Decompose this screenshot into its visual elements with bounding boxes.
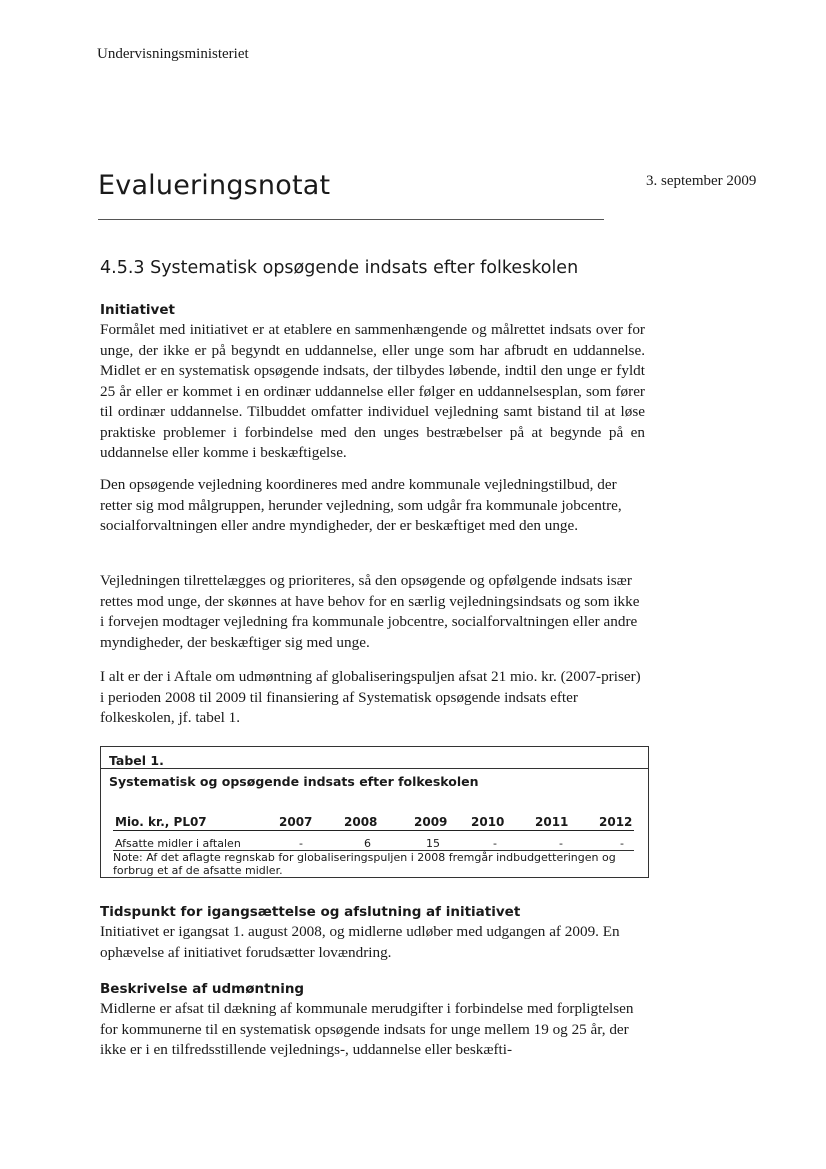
table-cell-2007: - <box>299 837 303 850</box>
table-header-unit: Mio. kr., PL07 <box>115 815 207 829</box>
table-title: Systematisk og opsøgende indsats efter folkeskolen <box>109 774 479 789</box>
initiative-section <box>100 301 645 464</box>
implementation-paragraph: Midlerne er afsat til dækning af kommunale merudgifter i forbindelse med forpligtelsen for kommunerne til en systematisk opsøgende indsats for unge mellem 19 og 25 år, der ikke er i en tilfredsstillende vejlednings-, uddannelse eller beskæfti- <box>100 1000 634 1058</box>
table-header-2007: 2007 <box>279 815 313 829</box>
table-header-2011: 2011 <box>535 815 569 829</box>
table-header-divider <box>113 830 634 831</box>
table-header-2009: 2009 <box>414 815 448 829</box>
budget-table <box>100 746 649 878</box>
table-cell-2012: - <box>620 837 624 850</box>
initiative-paragraph-4-wrap <box>100 667 645 729</box>
document-title: Evalueringsnotat <box>98 170 331 201</box>
table-note: Note: Af det aflagte regnskab for globaliseringspuljen i 2008 fremgår indbudgetteringen og forbrug et af de afsatte midler. <box>113 851 616 877</box>
implementation-section <box>100 980 645 1061</box>
implementation-heading: Beskrivelse af udmøntning <box>100 981 305 997</box>
timing-heading: Tidspunkt for igangsættelse og afslutning af initiativet <box>100 904 521 920</box>
ministry-name: Undervisningsministeriet <box>97 46 249 62</box>
initiative-heading: Initiativet <box>100 302 175 318</box>
initiative-paragraph-4: I alt er der i Aftale om udmøntning af globaliseringspuljen afsat 21 mio. kr. (2007-priser) i perioden 2008 til 2009 til finansiering af Systematisk opsøgende indsats efter folkeskolen, jf. tabel 1. <box>100 668 641 726</box>
table-row-label: Afsatte midler i aftalen <box>115 837 241 850</box>
initiative-paragraph-3-wrap <box>100 571 645 653</box>
document-date: 3. september 2009 <box>646 173 757 189</box>
table-cell-2009: 15 <box>426 837 440 850</box>
timing-section <box>100 903 645 963</box>
title-divider <box>98 219 604 220</box>
table-header-2010: 2010 <box>471 815 505 829</box>
initiative-paragraph-1: Formålet med initiativet er at etablere en sammenhængende og målrettet indsats over for unge, der ikke er på begyndt en uddannelse, eller unge som har afbrudt en uddannelse. Midlet er en systematisk opsøgende indsats, der tilbydes løbende, indtil den unge er fyldt 25 år eller er kommet i en ordinær uddannelse eller følger en uddannelsesplan, som fører til ordinær uddannelse. Tilbuddet omfatter individuel vejledning samt bistand til at løse praktiske problemer i forbindelse med den unges bestræbelser på at begynde på en uddannelse eller komme i beskæftigelse. <box>100 321 645 461</box>
table-cell-2008: 6 <box>364 837 371 850</box>
table-header-2012: 2012 <box>599 815 633 829</box>
table-header-2008: 2008 <box>344 815 378 829</box>
initiative-paragraph-2: Den opsøgende vejledning koordineres med andre kommunale vejledningstilbud, der retter sig mod målgruppen, herunder vejledning, som udgår fra kommunale jobcentre, socialforvaltningen eller andre myndigheder, der er beskæftiget med den unge. <box>100 476 622 534</box>
timing-paragraph: Initiativet er igangsat 1. august 2008, og midlerne udløber med udgangen af 2009. En ophævelse af initiativet forudsætter lovændring. <box>100 923 620 961</box>
table-cell-2011: - <box>559 837 563 850</box>
table-label-divider <box>101 768 648 769</box>
section-title: 4.5.3 Systematisk opsøgende indsats efter folkeskolen <box>100 258 579 278</box>
initiative-paragraph-3: Vejledningen tilrettelægges og prioriteres, så den opsøgende og opfølgende indsats især rettes mod unge, der skønnes at have behov for en særlig vejledningsindsats og som ikke i forvejen modtager vejledning fra kommunale jobcentre, socialforvaltningen eller andre myndigheder, der beskæftiger sig med unge. <box>100 572 640 651</box>
initiative-paragraph-2-wrap <box>100 475 645 537</box>
table-label: Tabel 1. <box>109 753 164 768</box>
table-cell-2010: - <box>493 837 497 850</box>
